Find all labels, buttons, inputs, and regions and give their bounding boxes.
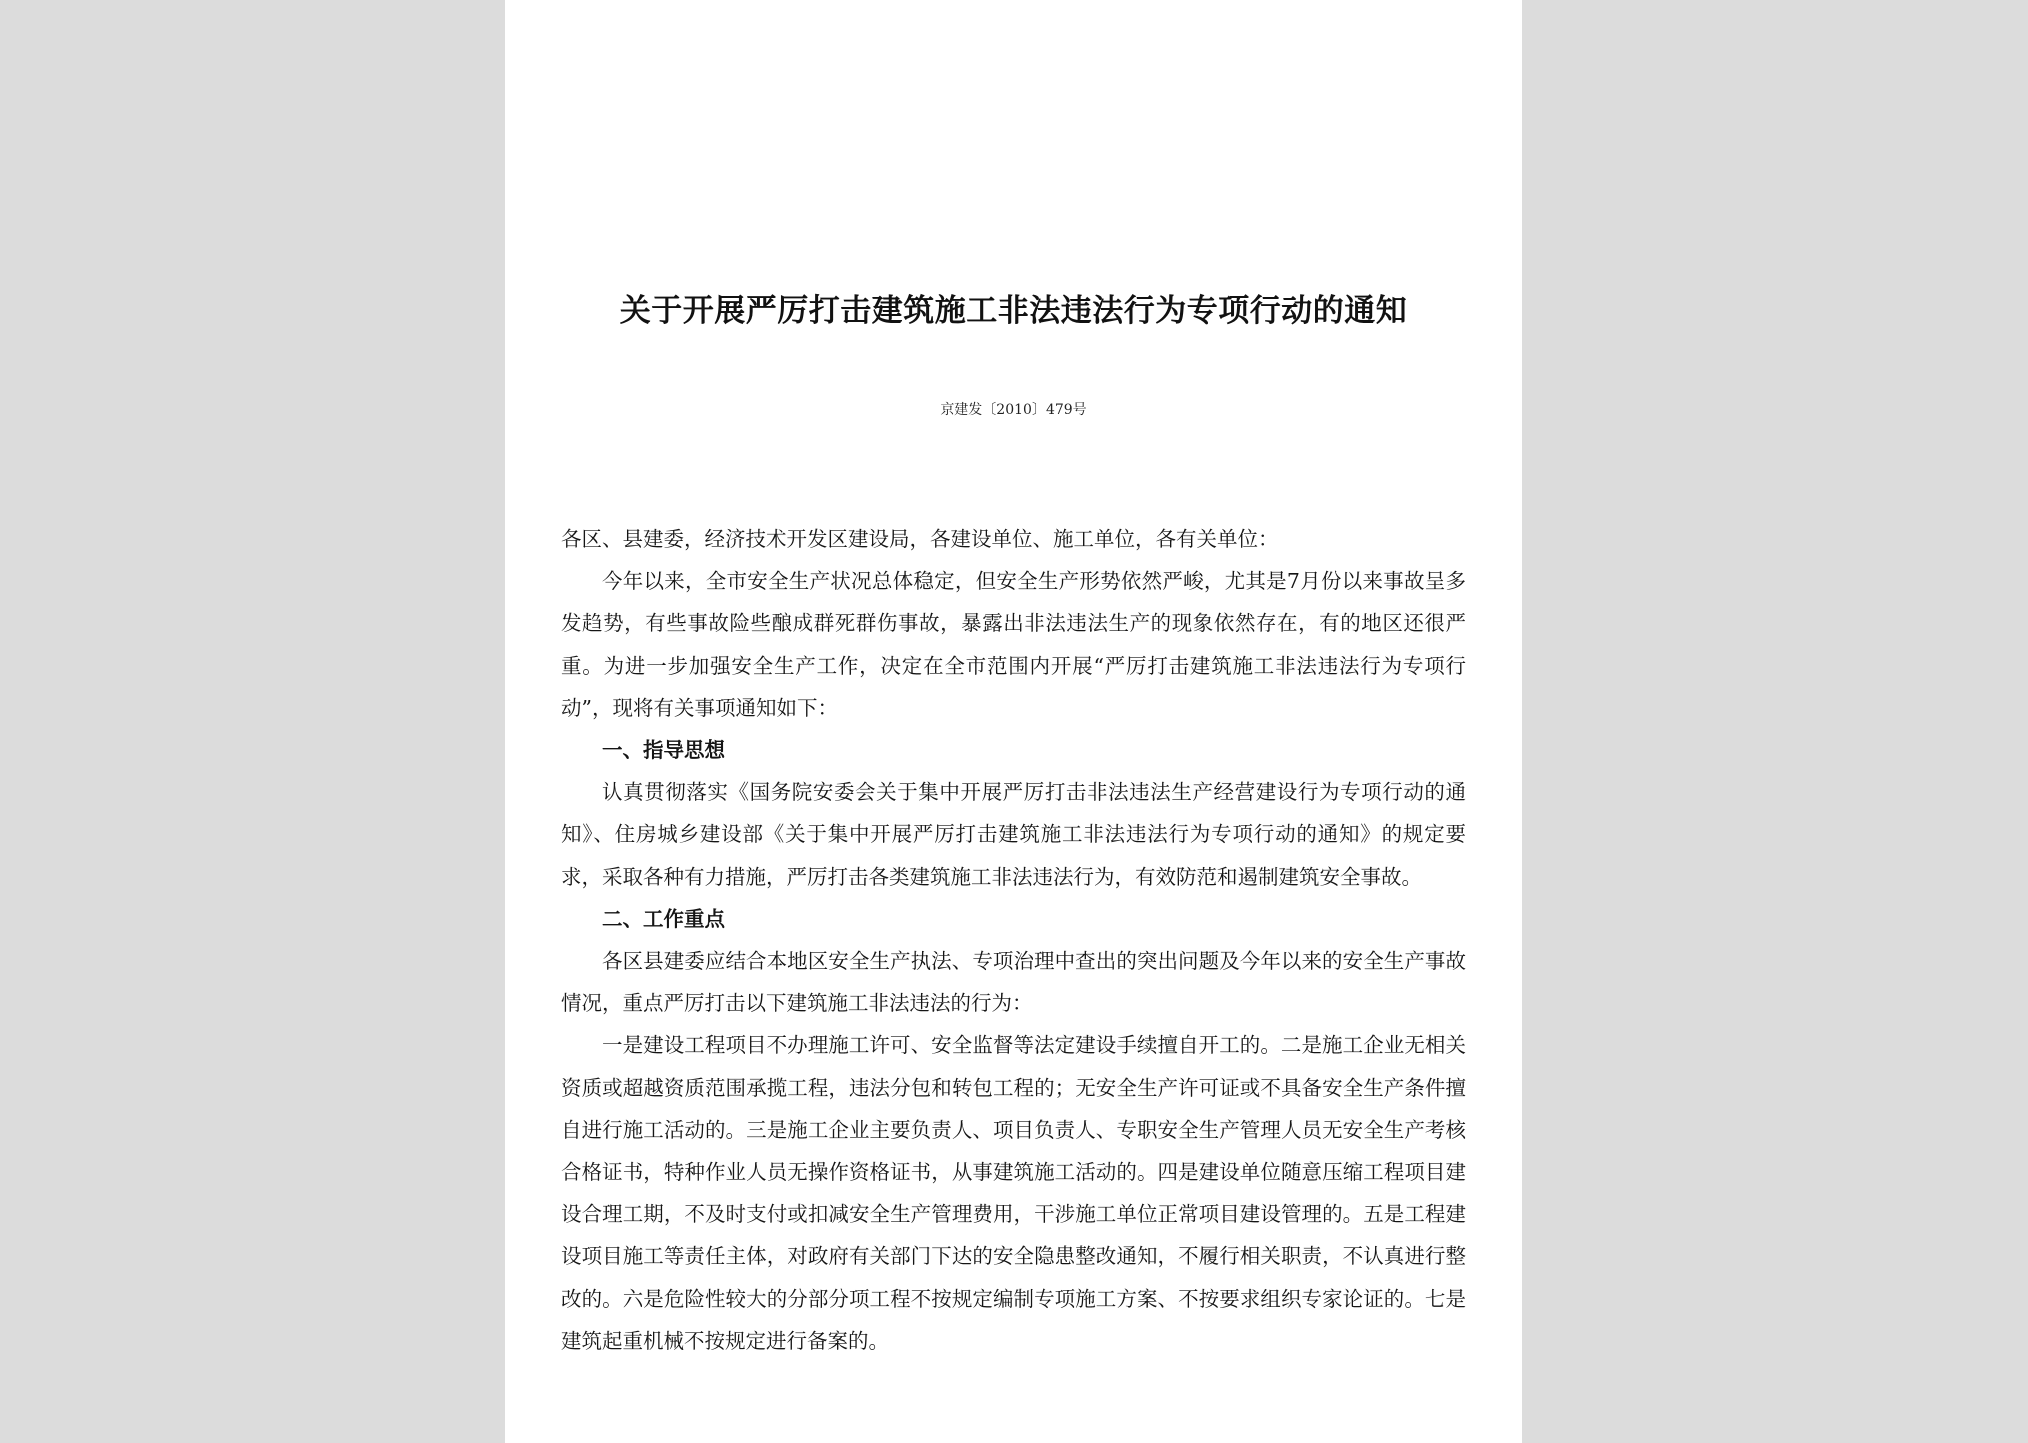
document-page — [505, 0, 1522, 1443]
section1-heading: 一、指导思想 — [602, 738, 725, 763]
intro-paragraph: 今年以来，全市安全生产状况总体稳定，但安全生产形势依然严峻，尤其是7月份以来事故呈多发趋势，有些事故险些酿成群死群伤事故，暴露出非法违法生产的现象依然存在，有的地区还很严重。为进一步加强安全生产工作，决定在全市范围内开展“严厉打击建筑施工非法违法行为专项行动”，现将有关事项通知如下： — [561, 569, 1466, 720]
section2-paragraph-2: 一是建设工程项目不办理施工许可、安全监督等法定建设手续擅自开工的。二是施工企业无相关资质或超越资质范围承揽工程，违法分包和转包工程的；无安全生产许可证或不具备安全生产条件擅自进行施工活动的。三是施工企业主要负责人、项目负责人、专职安全生产管理人员无安全生产考核合格证书，特种作业人员无操作资格证书，从事建筑施工活动的。四是建设单位随意压缩工程项目建设合理工期，不及时支付或扣减安全生产管理费用，干涉施工单位正常项目建设管理的。五是工程建设项目施工等责任主体，对政府有关部门下达的安全隐患整改通知，不履行相关职责，不认真进行整改的。六是危险性较大的分部分项工程不按规定编制专项施工方案、不按要求组织专家论证的。七是建筑起重机械不按规定进行备案的。 — [561, 1033, 1466, 1353]
document-title: 关于开展严厉打击建筑施工非法违法行为专项行动的通知 — [619, 293, 1408, 329]
document-number: 京建发〔2010〕479号 — [940, 402, 1087, 418]
section1-paragraph: 认真贯彻落实《国务院安委会关于集中开展严厉打击非法违法生产经营建设行为专项行动的通知》、住房城乡建设部《关于集中开展严厉打击建筑施工非法违法行为专项行动的通知》的规定要求，采取各种有力措施，严厉打击各类建筑施工非法违法行为，有效防范和遏制建筑安全事故。 — [561, 780, 1466, 889]
section2-heading: 二、工作重点 — [602, 906, 725, 931]
document-body — [561, 518, 1466, 1362]
section2-paragraph-1: 各区县建委应结合本地区安全生产执法、专项治理中查出的突出问题及今年以来的安全生产事故情况，重点严厉打击以下建筑施工非法违法的行为： — [561, 949, 1466, 1016]
salutation: 各区、县建委，经济技术开发区建设局，各建设单位、施工单位，各有关单位： — [561, 527, 1279, 551]
